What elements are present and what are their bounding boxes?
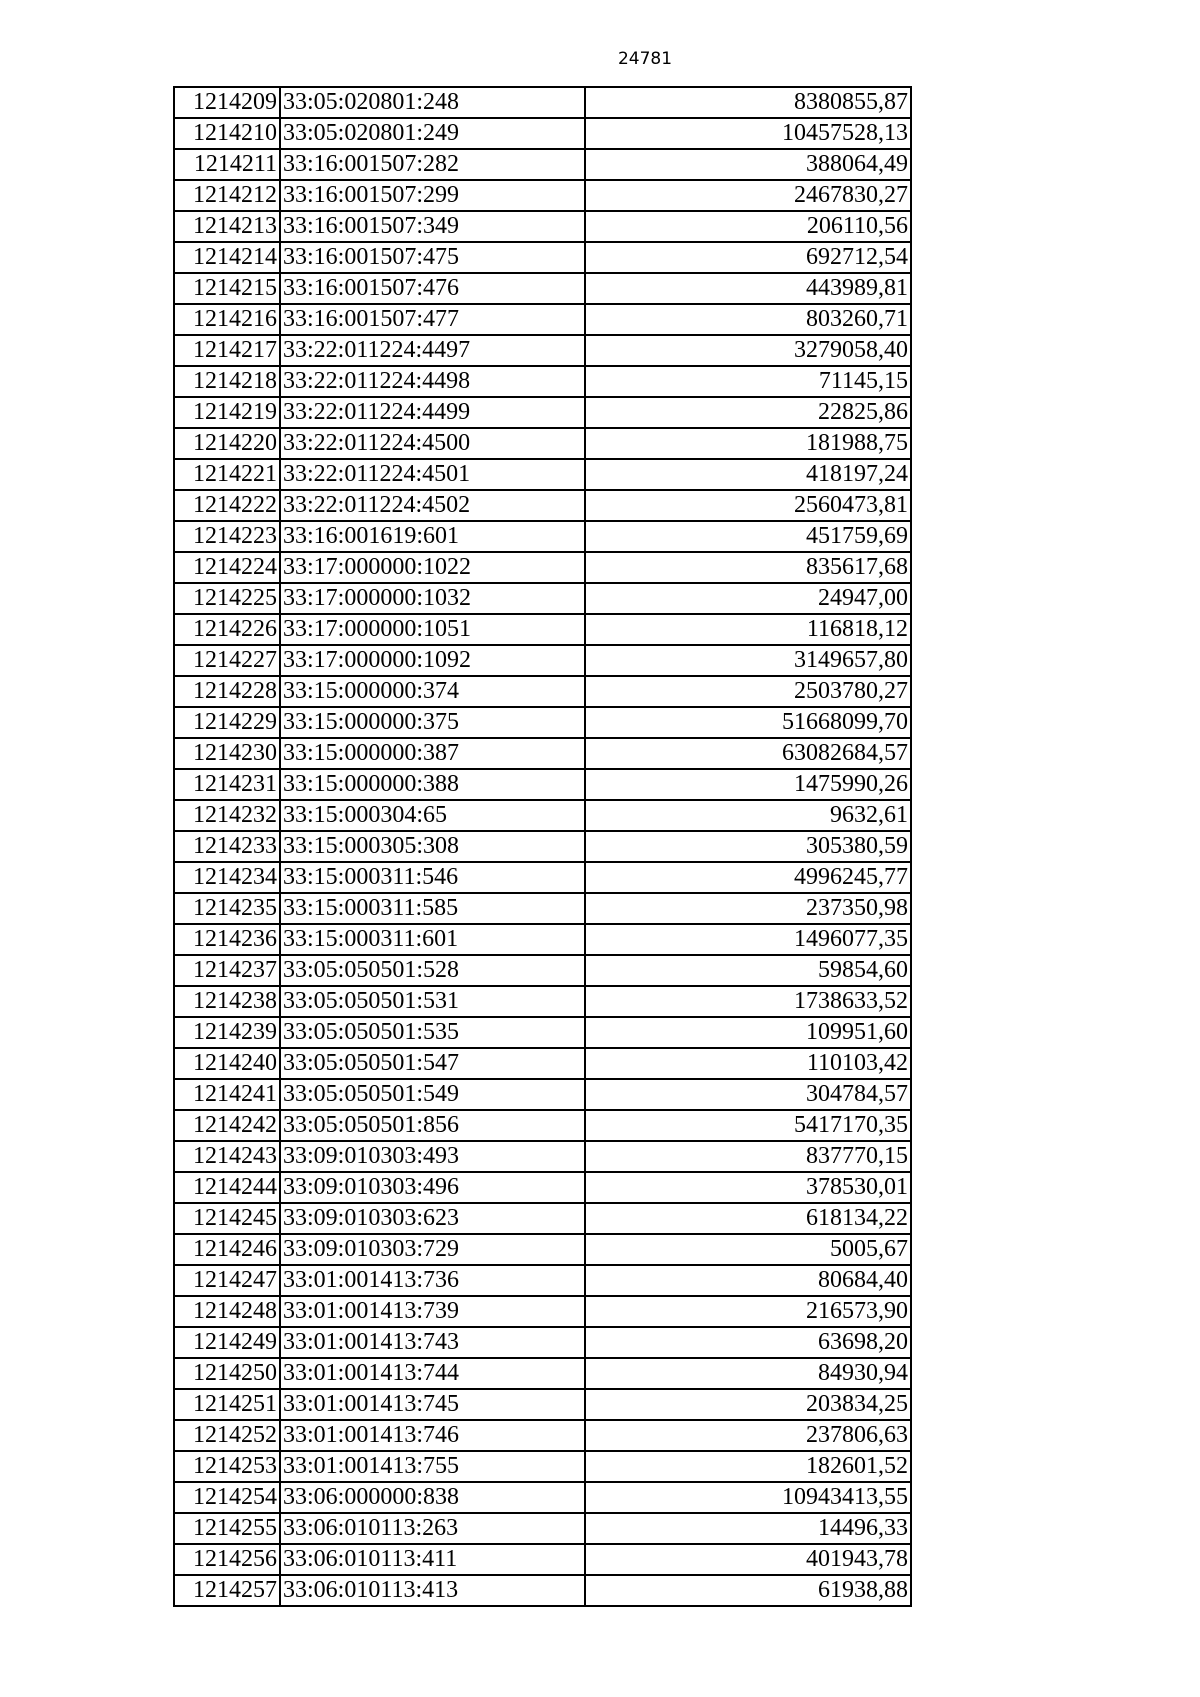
cadastral-number-cell: 33:15:000305:308	[280, 831, 585, 862]
id-cell: 1214218	[174, 366, 280, 397]
table-row	[174, 924, 911, 955]
value-cell: 418197,24	[585, 459, 911, 490]
value-cell: 304784,57	[585, 1079, 911, 1110]
value-cell: 5417170,35	[585, 1110, 911, 1141]
table-row	[174, 366, 911, 397]
cadastral-number-cell: 33:22:011224:4499	[280, 397, 585, 428]
value-cell: 5005,67	[585, 1234, 911, 1265]
value-cell: 2467830,27	[585, 180, 911, 211]
value-cell: 3279058,40	[585, 335, 911, 366]
value-cell: 182601,52	[585, 1451, 911, 1482]
cadastral-number-cell: 33:05:050501:528	[280, 955, 585, 986]
id-cell: 1214211	[174, 149, 280, 180]
table-row	[174, 1420, 911, 1451]
id-cell: 1214210	[174, 118, 280, 149]
id-cell: 1214227	[174, 645, 280, 676]
table-row	[174, 862, 911, 893]
table-row	[174, 1017, 911, 1048]
cadastral-number-cell: 33:16:001507:477	[280, 304, 585, 335]
cadastral-number-cell: 33:06:010113:413	[280, 1575, 585, 1606]
table-row	[174, 552, 911, 583]
value-cell: 401943,78	[585, 1544, 911, 1575]
cadastral-number-cell: 33:05:050501:549	[280, 1079, 585, 1110]
cadastral-number-cell: 33:22:011224:4500	[280, 428, 585, 459]
table-row	[174, 1141, 911, 1172]
table-row	[174, 1203, 911, 1234]
id-cell: 1214246	[174, 1234, 280, 1265]
id-cell: 1214215	[174, 273, 280, 304]
id-cell: 1214257	[174, 1575, 280, 1606]
id-cell: 1214251	[174, 1389, 280, 1420]
table-row	[174, 490, 911, 521]
id-cell: 1214232	[174, 800, 280, 831]
value-cell: 203834,25	[585, 1389, 911, 1420]
value-cell: 84930,94	[585, 1358, 911, 1389]
cadastral-number-cell: 33:15:000000:375	[280, 707, 585, 738]
id-cell: 1214217	[174, 335, 280, 366]
value-cell: 2560473,81	[585, 490, 911, 521]
cadastral-number-cell: 33:09:010303:729	[280, 1234, 585, 1265]
value-cell: 443989,81	[585, 273, 911, 304]
cadastral-number-cell: 33:01:001413:739	[280, 1296, 585, 1327]
id-cell: 1214213	[174, 211, 280, 242]
cadastral-number-cell: 33:15:000311:601	[280, 924, 585, 955]
value-cell: 24947,00	[585, 583, 911, 614]
cadastral-number-cell: 33:01:001413:745	[280, 1389, 585, 1420]
id-cell: 1214229	[174, 707, 280, 738]
id-cell: 1214223	[174, 521, 280, 552]
id-cell: 1214243	[174, 1141, 280, 1172]
id-cell: 1214245	[174, 1203, 280, 1234]
value-cell: 59854,60	[585, 955, 911, 986]
id-cell: 1214247	[174, 1265, 280, 1296]
table-row	[174, 1172, 911, 1203]
value-cell: 63698,20	[585, 1327, 911, 1358]
id-cell: 1214219	[174, 397, 280, 428]
id-cell: 1214249	[174, 1327, 280, 1358]
id-cell: 1214230	[174, 738, 280, 769]
id-cell: 1214252	[174, 1420, 280, 1451]
table-row	[174, 335, 911, 366]
cadastral-number-cell: 33:15:000000:387	[280, 738, 585, 769]
id-cell: 1214225	[174, 583, 280, 614]
id-cell: 1214244	[174, 1172, 280, 1203]
id-cell: 1214254	[174, 1482, 280, 1513]
id-cell: 1214255	[174, 1513, 280, 1544]
value-cell: 618134,22	[585, 1203, 911, 1234]
cadastral-number-cell: 33:05:050501:535	[280, 1017, 585, 1048]
cadastral-number-cell: 33:01:001413:746	[280, 1420, 585, 1451]
cadastral-number-cell: 33:05:050501:856	[280, 1110, 585, 1141]
cadastral-number-cell: 33:09:010303:493	[280, 1141, 585, 1172]
id-cell: 1214235	[174, 893, 280, 924]
table-row	[174, 1110, 911, 1141]
value-cell: 9632,61	[585, 800, 911, 831]
table-row	[174, 1482, 911, 1513]
cadastral-number-cell: 33:06:000000:838	[280, 1482, 585, 1513]
table-row	[174, 831, 911, 862]
table-row	[174, 1544, 911, 1575]
id-cell: 1214214	[174, 242, 280, 273]
table-row	[174, 273, 911, 304]
table-row	[174, 304, 911, 335]
cadastral-number-cell: 33:22:011224:4498	[280, 366, 585, 397]
id-cell: 1214240	[174, 1048, 280, 1079]
table-row	[174, 149, 911, 180]
table-row	[174, 1234, 911, 1265]
id-cell: 1214238	[174, 986, 280, 1017]
table-body	[174, 87, 911, 1606]
value-cell: 63082684,57	[585, 738, 911, 769]
table-row	[174, 87, 911, 118]
cadastral-number-cell: 33:05:050501:547	[280, 1048, 585, 1079]
table-row	[174, 800, 911, 831]
table-row	[174, 428, 911, 459]
cadastral-number-cell: 33:05:020801:249	[280, 118, 585, 149]
page-number: 24781	[617, 49, 673, 69]
id-cell: 1214228	[174, 676, 280, 707]
value-cell: 305380,59	[585, 831, 911, 862]
cadastral-number-cell: 33:05:050501:531	[280, 986, 585, 1017]
value-cell: 1738633,52	[585, 986, 911, 1017]
id-cell: 1214256	[174, 1544, 280, 1575]
cadastral-number-cell: 33:16:001507:299	[280, 180, 585, 211]
cadastral-number-cell: 33:01:001413:744	[280, 1358, 585, 1389]
value-cell: 451759,69	[585, 521, 911, 552]
value-cell: 71145,15	[585, 366, 911, 397]
id-cell: 1214222	[174, 490, 280, 521]
value-cell: 378530,01	[585, 1172, 911, 1203]
cadastral-number-cell: 33:06:010113:411	[280, 1544, 585, 1575]
cadastral-number-cell: 33:16:001507:476	[280, 273, 585, 304]
table-row	[174, 397, 911, 428]
value-cell: 4996245,77	[585, 862, 911, 893]
table-row	[174, 1048, 911, 1079]
value-cell: 835617,68	[585, 552, 911, 583]
id-cell: 1214248	[174, 1296, 280, 1327]
cadastral-number-cell: 33:01:001413:755	[280, 1451, 585, 1482]
cadastral-number-cell: 33:09:010303:623	[280, 1203, 585, 1234]
value-cell: 14496,33	[585, 1513, 911, 1544]
table-row	[174, 1513, 911, 1544]
id-cell: 1214241	[174, 1079, 280, 1110]
value-cell: 3149657,80	[585, 645, 911, 676]
value-cell: 206110,56	[585, 211, 911, 242]
id-cell: 1214220	[174, 428, 280, 459]
table-row	[174, 459, 911, 490]
id-cell: 1214221	[174, 459, 280, 490]
table-row	[174, 583, 911, 614]
id-cell: 1214236	[174, 924, 280, 955]
value-cell: 61938,88	[585, 1575, 911, 1606]
table-row	[174, 707, 911, 738]
table-row	[174, 955, 911, 986]
value-cell: 837770,15	[585, 1141, 911, 1172]
table-row	[174, 521, 911, 552]
table-row	[174, 893, 911, 924]
table-row	[174, 1575, 911, 1606]
table-row	[174, 1389, 911, 1420]
table-row	[174, 1358, 911, 1389]
id-cell: 1214233	[174, 831, 280, 862]
cadastral-number-cell: 33:05:020801:248	[280, 87, 585, 118]
value-cell: 1496077,35	[585, 924, 911, 955]
cadastral-number-cell: 33:15:000000:374	[280, 676, 585, 707]
value-cell: 181988,75	[585, 428, 911, 459]
value-cell: 8380855,87	[585, 87, 911, 118]
table-row	[174, 1451, 911, 1482]
value-cell: 109951,60	[585, 1017, 911, 1048]
value-cell: 692712,54	[585, 242, 911, 273]
value-cell: 237806,63	[585, 1420, 911, 1451]
table-row	[174, 1079, 911, 1110]
table-row	[174, 1265, 911, 1296]
id-cell: 1214212	[174, 180, 280, 211]
table-row	[174, 738, 911, 769]
cadastral-number-cell: 33:06:010113:263	[280, 1513, 585, 1544]
cadastral-number-cell: 33:15:000311:546	[280, 862, 585, 893]
id-cell: 1214226	[174, 614, 280, 645]
value-cell: 22825,86	[585, 397, 911, 428]
value-cell: 116818,12	[585, 614, 911, 645]
table-row	[174, 211, 911, 242]
id-cell: 1214216	[174, 304, 280, 335]
cadastral-number-cell: 33:15:000304:65	[280, 800, 585, 831]
cadastral-value-table	[173, 86, 912, 1607]
table-row	[174, 1327, 911, 1358]
cadastral-number-cell: 33:01:001413:743	[280, 1327, 585, 1358]
value-cell: 388064,49	[585, 149, 911, 180]
value-cell: 1475990,26	[585, 769, 911, 800]
id-cell: 1214209	[174, 87, 280, 118]
cadastral-number-cell: 33:15:000311:585	[280, 893, 585, 924]
cadastral-number-cell: 33:22:011224:4497	[280, 335, 585, 366]
cadastral-number-cell: 33:16:001507:349	[280, 211, 585, 242]
table-row	[174, 614, 911, 645]
cadastral-number-cell: 33:16:001507:282	[280, 149, 585, 180]
table-row	[174, 676, 911, 707]
cadastral-number-cell: 33:22:011224:4502	[280, 490, 585, 521]
value-cell: 51668099,70	[585, 707, 911, 738]
cadastral-number-cell: 33:17:000000:1092	[280, 645, 585, 676]
value-cell: 237350,98	[585, 893, 911, 924]
cadastral-number-cell: 33:22:011224:4501	[280, 459, 585, 490]
table-row	[174, 1296, 911, 1327]
value-cell: 10457528,13	[585, 118, 911, 149]
cadastral-number-cell: 33:09:010303:496	[280, 1172, 585, 1203]
id-cell: 1214231	[174, 769, 280, 800]
id-cell: 1214250	[174, 1358, 280, 1389]
value-cell: 80684,40	[585, 1265, 911, 1296]
id-cell: 1214253	[174, 1451, 280, 1482]
id-cell: 1214234	[174, 862, 280, 893]
value-cell: 803260,71	[585, 304, 911, 335]
id-cell: 1214224	[174, 552, 280, 583]
cadastral-number-cell: 33:16:001619:601	[280, 521, 585, 552]
cadastral-number-cell: 33:15:000000:388	[280, 769, 585, 800]
table-row	[174, 118, 911, 149]
table-row	[174, 986, 911, 1017]
value-cell: 10943413,55	[585, 1482, 911, 1513]
id-cell: 1214239	[174, 1017, 280, 1048]
cadastral-number-cell: 33:17:000000:1022	[280, 552, 585, 583]
id-cell: 1214242	[174, 1110, 280, 1141]
cadastral-number-cell: 33:16:001507:475	[280, 242, 585, 273]
value-cell: 110103,42	[585, 1048, 911, 1079]
table-row	[174, 242, 911, 273]
id-cell: 1214237	[174, 955, 280, 986]
table-row	[174, 645, 911, 676]
value-cell: 2503780,27	[585, 676, 911, 707]
table-row	[174, 769, 911, 800]
table-row	[174, 180, 911, 211]
cadastral-number-cell: 33:01:001413:736	[280, 1265, 585, 1296]
cadastral-number-cell: 33:17:000000:1051	[280, 614, 585, 645]
cadastral-number-cell: 33:17:000000:1032	[280, 583, 585, 614]
value-cell: 216573,90	[585, 1296, 911, 1327]
